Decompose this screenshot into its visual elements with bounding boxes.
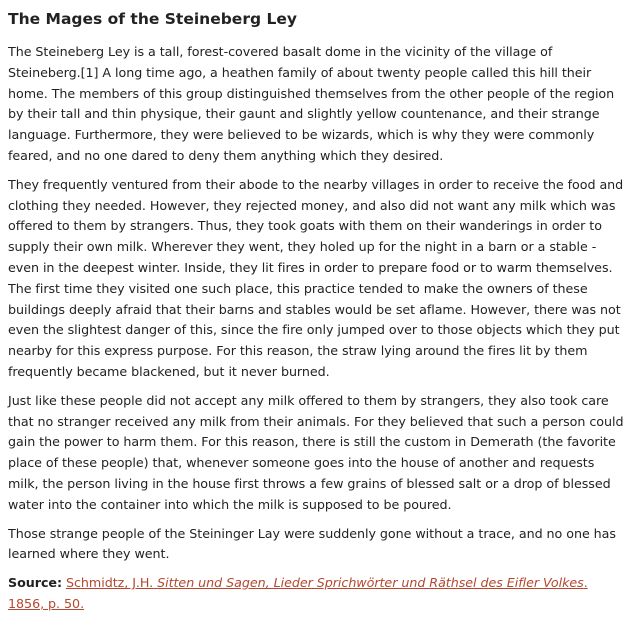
source-link[interactable] [8,575,588,611]
source-label: Source: [8,575,62,591]
source-details: . 1856, p. 50. [8,575,588,611]
source-work-title: Sitten und Sagen, Lieder Sprichwörter und Räthsel des Eifler Volkes [157,575,584,591]
paragraph-3: Just like these people did not accept any milk offered to them by strangers, they also took care that no stranger received any milk from their animals. For they believed that such a person could gain the power to harm them. For this reason, there is still the custom in Demerath (the favorite place of these people) that, whenever someone goes into the house of another and requests milk, the person living in the house first throws a few grains of blessed salt or a drop of blessed water into the container into which the milk is supposed to be poured. [8,392,624,512]
paragraph-1: The Steineberg Ley is a tall, forest-covered basalt dome in the vicinity of the village of Steineberg.[1] A long time ago, a heathen family of about twenty people called this hill their home. The members of this group distinguished themselves from the other people of the region by their tall and thin physique, their gaunt and slightly yellow countenance, and their strange language. Furthermore, they were believed to be wizards, which is why they were commonly feared, and no one dared to deny them anything which they desired. [8,44,615,163]
source-citation [8,573,627,615]
article-title: The Mages of the Steineberg Ley [8,10,297,28]
paragraph-2: They frequently ventured from their abode to the nearby villages in order to receive the food and clothing they needed. However, they rejected money, and also did not want any milk which was offered to them by strangers. Thus, they took goats with them on their wanderings in order to supply their own milk. Wherever they went, they holed up for the night in a barn or a stable - even in the deepest winter. Inside, they lit fires in order to prepare food or to warm themselves. The first time they visited one such place, this practice tended to make the owners of these buildings deeply afraid that their barns and stables would be set aflame. However, there was not even the slightest danger of this, since the fire only jumped over to those objects which they put nearby for this express purpose. For this reason, the straw lying around the fires lit by them frequently became blackened, but it never burned. [8,176,624,379]
source-author: Schmidtz, J.H. [65,575,154,591]
paragraph-4: Those strange people of the Steininger Lay were suddenly gone without a trace, and no one has learned where they went. [8,525,616,562]
